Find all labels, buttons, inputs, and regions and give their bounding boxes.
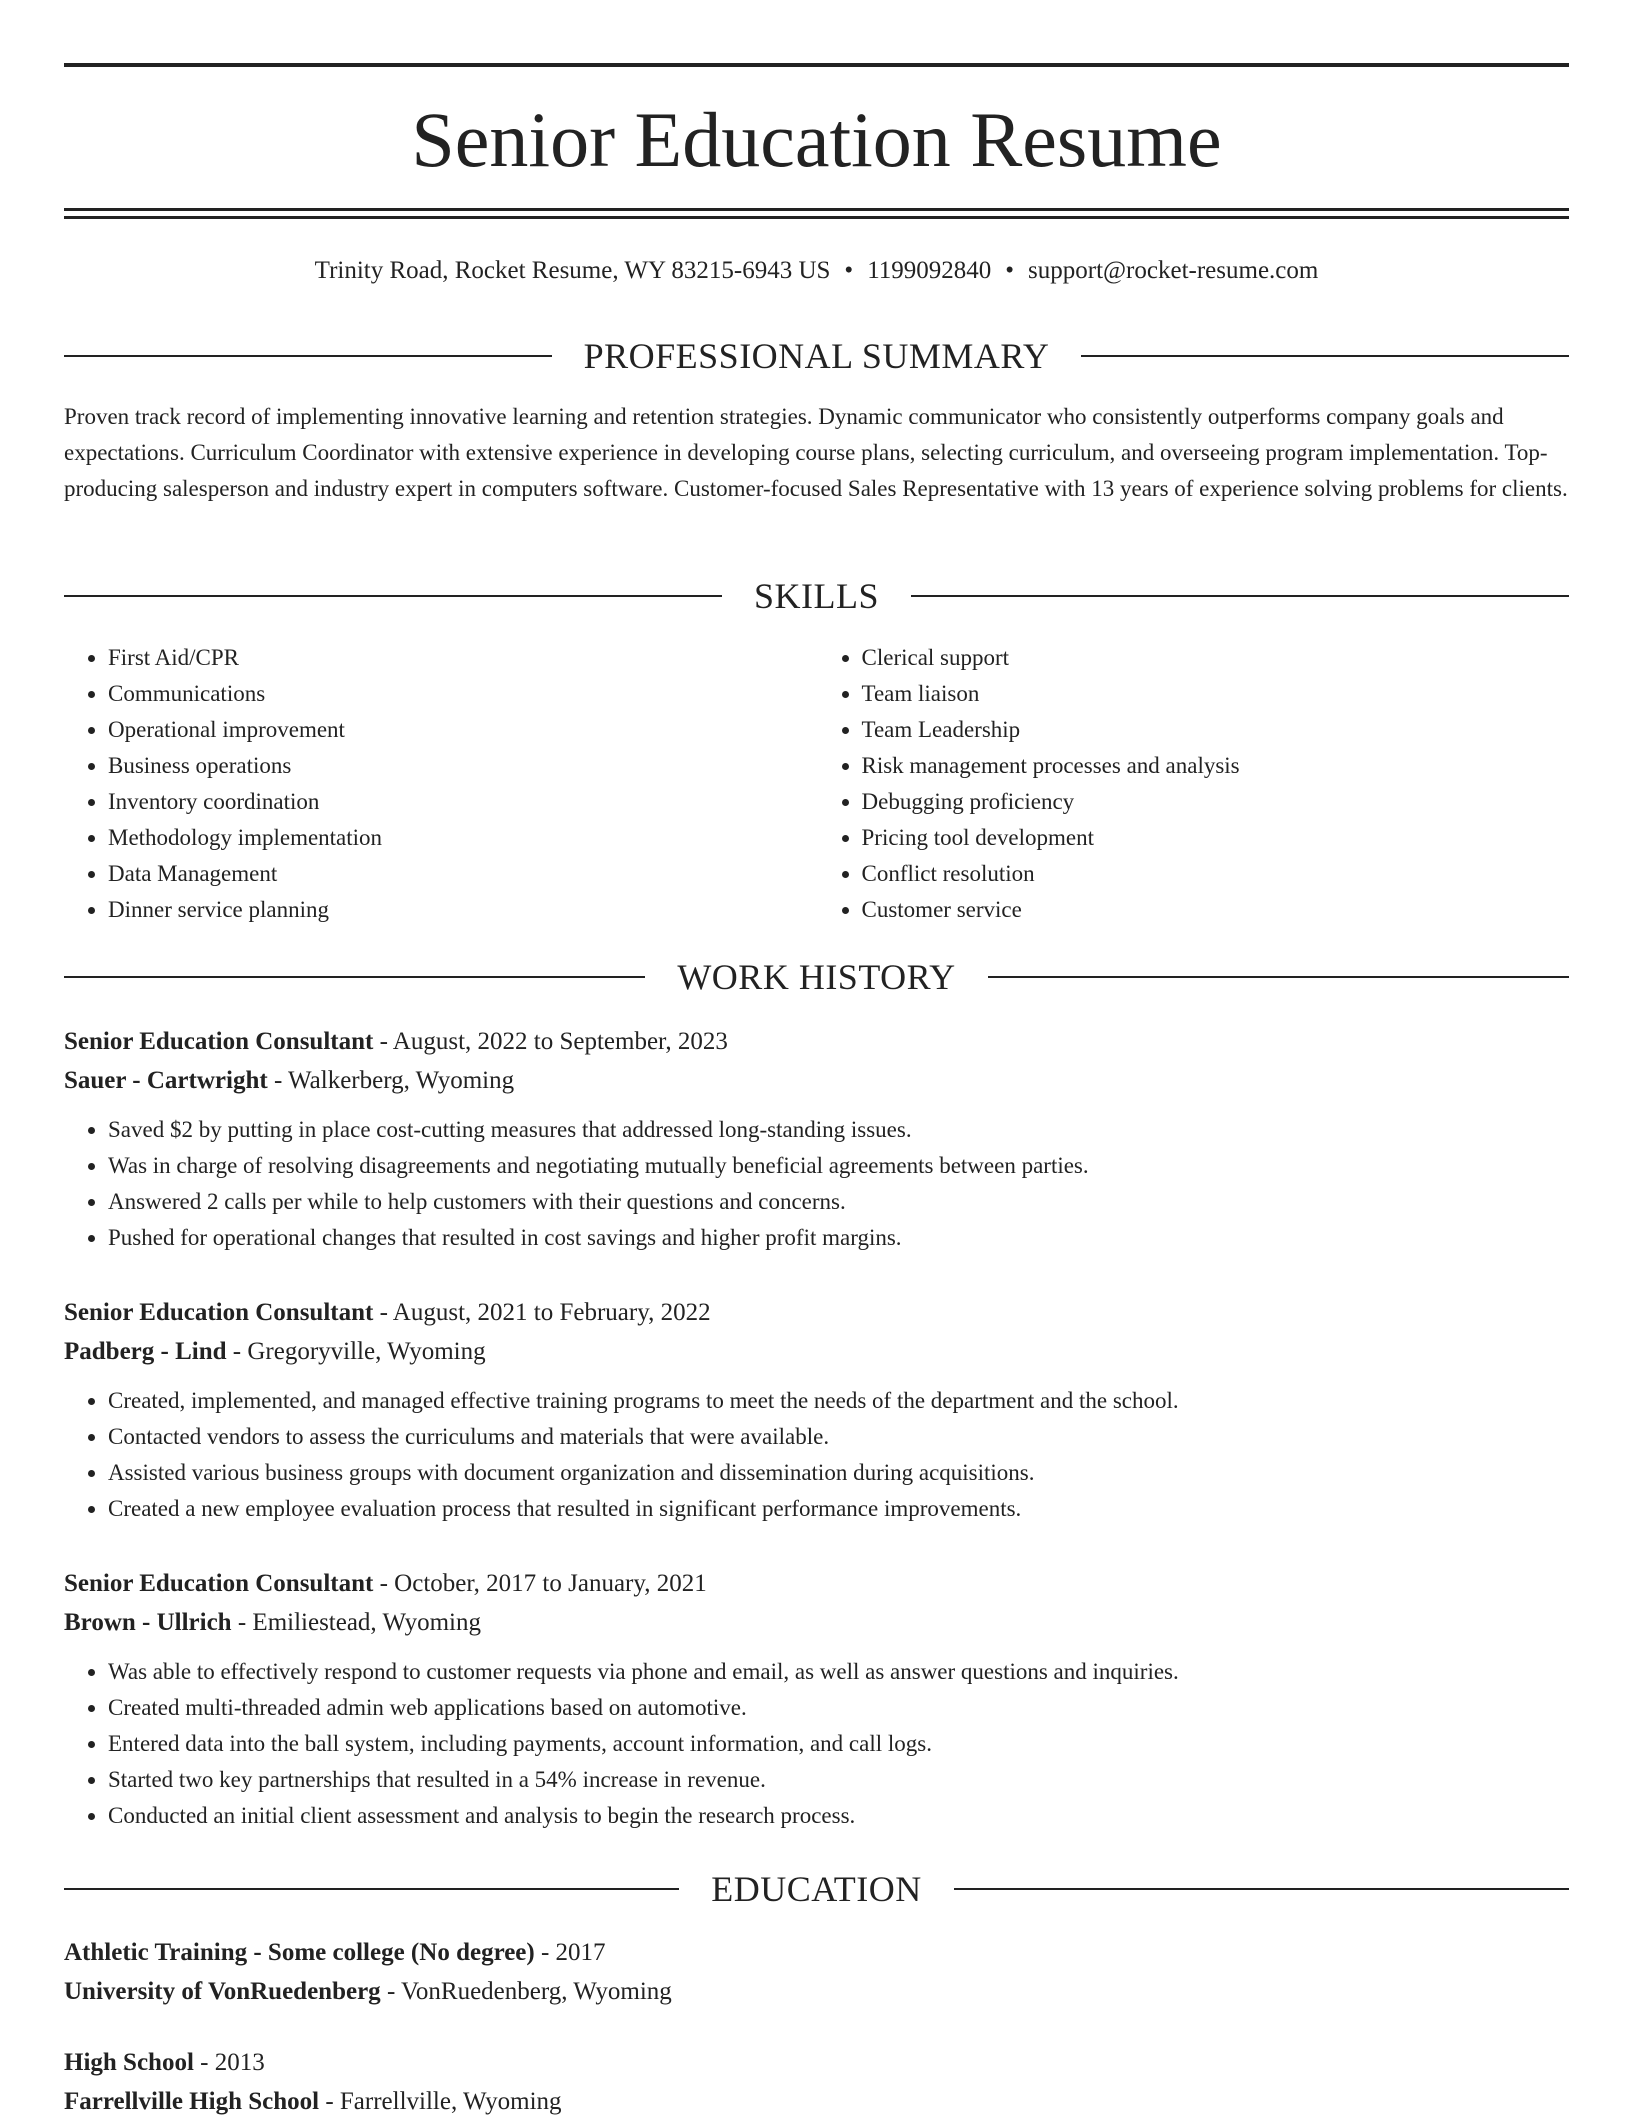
job-bullet: • Answered 2 calls per while to help customers with their questions and concerns. (108, 1184, 1569, 1220)
page-title: Senior Education Resume (411, 96, 1222, 183)
contact-phone: 1199092840 (867, 257, 992, 284)
job-bullet: • Saved $2 by putting in place cost-cutting measures that addressed long-standing issues. (108, 1112, 1569, 1148)
job-bullet: • Pushed for operational changes that resulted in cost savings and higher profit margins. (108, 1220, 1569, 1256)
heading-rule (64, 355, 552, 357)
education-degree: Athletic Training - Some college (No degree) (64, 1939, 535, 1966)
job-dates: - August, 2021 to February, 2022 (373, 1299, 711, 1326)
job-company: Sauer - Cartwright (64, 1067, 268, 1094)
section-title: PROFESSIONAL SUMMARY (583, 336, 1050, 376)
skill-item: • Clerical support (862, 640, 1570, 676)
education-school: Farrellville High School (64, 2088, 320, 2115)
education-location: - Farrellville, Wyoming (319, 2088, 562, 2115)
education-degree-row (64, 2043, 1569, 2082)
job-entry (64, 1022, 1569, 1256)
skill-item: • Debugging proficiency (862, 784, 1570, 820)
job-entry (64, 1293, 1569, 1527)
heading-rule (988, 976, 1569, 978)
skill-item: • Operational improvement (108, 712, 817, 748)
heading-rule (1081, 355, 1569, 357)
education-heading (64, 1867, 1569, 1911)
contact-separator: • (1005, 257, 1015, 284)
job-entry (64, 1564, 1569, 1834)
skills-heading (64, 574, 1569, 618)
skills-list (64, 640, 1569, 928)
education-year: - 2013 (193, 2049, 265, 2076)
contact-email: support@rocket-resume.com (1028, 257, 1319, 284)
job-bullet: • Assisted various business groups with document organization and dissemination during acquisitions. (108, 1455, 1569, 1491)
job-dates: - August, 2022 to September, 2023 (373, 1028, 728, 1055)
heading-rule (64, 595, 722, 597)
education-degree-row (64, 1933, 1569, 1972)
heading-rule (64, 976, 645, 978)
job-dates: - October, 2017 to January, 2021 (373, 1570, 707, 1597)
job-bullet: • Entered data into the ball system, including payments, account information, and call logs. (108, 1726, 1569, 1762)
job-bullet: • Conducted an initial client assessment and analysis to begin the research process. (108, 1798, 1569, 1834)
contact-address: Trinity Road, Rocket Resume, WY 83215-6943 US (314, 257, 831, 284)
section-title: EDUCATION (711, 1869, 922, 1909)
job-company-row (64, 1603, 1569, 1642)
top-rule (64, 63, 1569, 67)
contact-separator: • (844, 257, 854, 284)
job-bullet: • Contacted vendors to assess the curriculums and materials that were available. (108, 1419, 1569, 1455)
heading-rule (954, 1888, 1569, 1890)
education-school: University of VonRuedenberg (64, 1978, 381, 2005)
job-title-row (64, 1564, 1569, 1603)
job-bullet: • Started two key partnerships that resulted in a 54% increase in revenue. (108, 1762, 1569, 1798)
job-bullet: • Created, implemented, and managed effective training programs to meet the needs of the department and the school. (108, 1383, 1569, 1419)
job-bullet: • Was in charge of resolving disagreements and negotiating mutually beneficial agreements between parties. (108, 1148, 1569, 1184)
heading-rule (911, 595, 1569, 597)
job-title: Senior Education Consultant (64, 1570, 374, 1597)
section-title: WORK HISTORY (677, 957, 956, 997)
education-degree: High School (64, 2049, 194, 2076)
summary-heading (64, 334, 1569, 378)
job-title: Senior Education Consultant (64, 1028, 374, 1055)
education-school-row (64, 2082, 1569, 2121)
education-entry (64, 2043, 1569, 2121)
summary-text: Proven track record of implementing innovative learning and retention strategies. Dynamic communicator who consistently outperforms company goals and expectations. Curriculum Coordinator with extensive experience in developing course plans, selecting curriculum, and overseeing program implementation. Top-producing salesperson and industry expert in computers software. Customer-focused Sales Representative with 13 years of experience solving problems for clients. (64, 404, 1568, 501)
job-title: Senior Education Consultant (64, 1299, 374, 1326)
job-bullet: • Created a new employee evaluation process that resulted in significant performance improvements. (108, 1491, 1569, 1527)
skill-item: • Business operations (108, 748, 817, 784)
skill-item: • First Aid/CPR (108, 640, 817, 676)
job-bullets (64, 1654, 1569, 1834)
job-title-row (64, 1022, 1569, 1061)
section-title: SKILLS (754, 576, 880, 616)
work-history-heading (64, 955, 1569, 999)
skill-item: • Conflict resolution (862, 856, 1570, 892)
job-location: - Gregoryville, Wyoming (226, 1338, 486, 1365)
job-company: Brown - Ullrich (64, 1609, 232, 1636)
skill-item: • Risk management processes and analysis (862, 748, 1570, 784)
job-title-row (64, 1293, 1569, 1332)
skill-item: • Methodology implementation (108, 820, 817, 856)
skill-item: • Dinner service planning (108, 892, 817, 928)
education-year: - 2017 (534, 1939, 606, 1966)
education-school-row (64, 1972, 1569, 2011)
heading-rule (64, 1888, 679, 1890)
skill-item: • Pricing tool development (862, 820, 1570, 856)
skill-item: • Communications (108, 676, 817, 712)
title-double-rule-bottom (64, 216, 1569, 219)
job-company-row (64, 1061, 1569, 1100)
job-company: Padberg - Lind (64, 1338, 227, 1365)
job-bullet: • Was able to effectively respond to customer requests via phone and email, as well as answer questions and inquiries. (108, 1654, 1569, 1690)
skill-item: • Inventory coordination (108, 784, 817, 820)
skill-item: • Customer service (862, 892, 1570, 928)
job-bullets (64, 1383, 1569, 1527)
title-double-rule-top (64, 208, 1569, 211)
skills-column-right (817, 640, 1570, 928)
job-bullets (64, 1112, 1569, 1256)
skill-item: • Data Management (108, 856, 817, 892)
education-entry (64, 1933, 1569, 2011)
contact-line (64, 255, 1569, 287)
job-bullet: • Created multi-threaded admin web applications based on automotive. (108, 1690, 1569, 1726)
skills-column-left (64, 640, 817, 928)
education-location: - VonRuedenberg, Wyoming (380, 1978, 672, 2005)
job-location: - Emiliestead, Wyoming (231, 1609, 481, 1636)
job-location: - Walkerberg, Wyoming (267, 1067, 515, 1094)
job-company-row (64, 1332, 1569, 1371)
skill-item: • Team liaison (862, 676, 1570, 712)
skill-item: • Team Leadership (862, 712, 1570, 748)
